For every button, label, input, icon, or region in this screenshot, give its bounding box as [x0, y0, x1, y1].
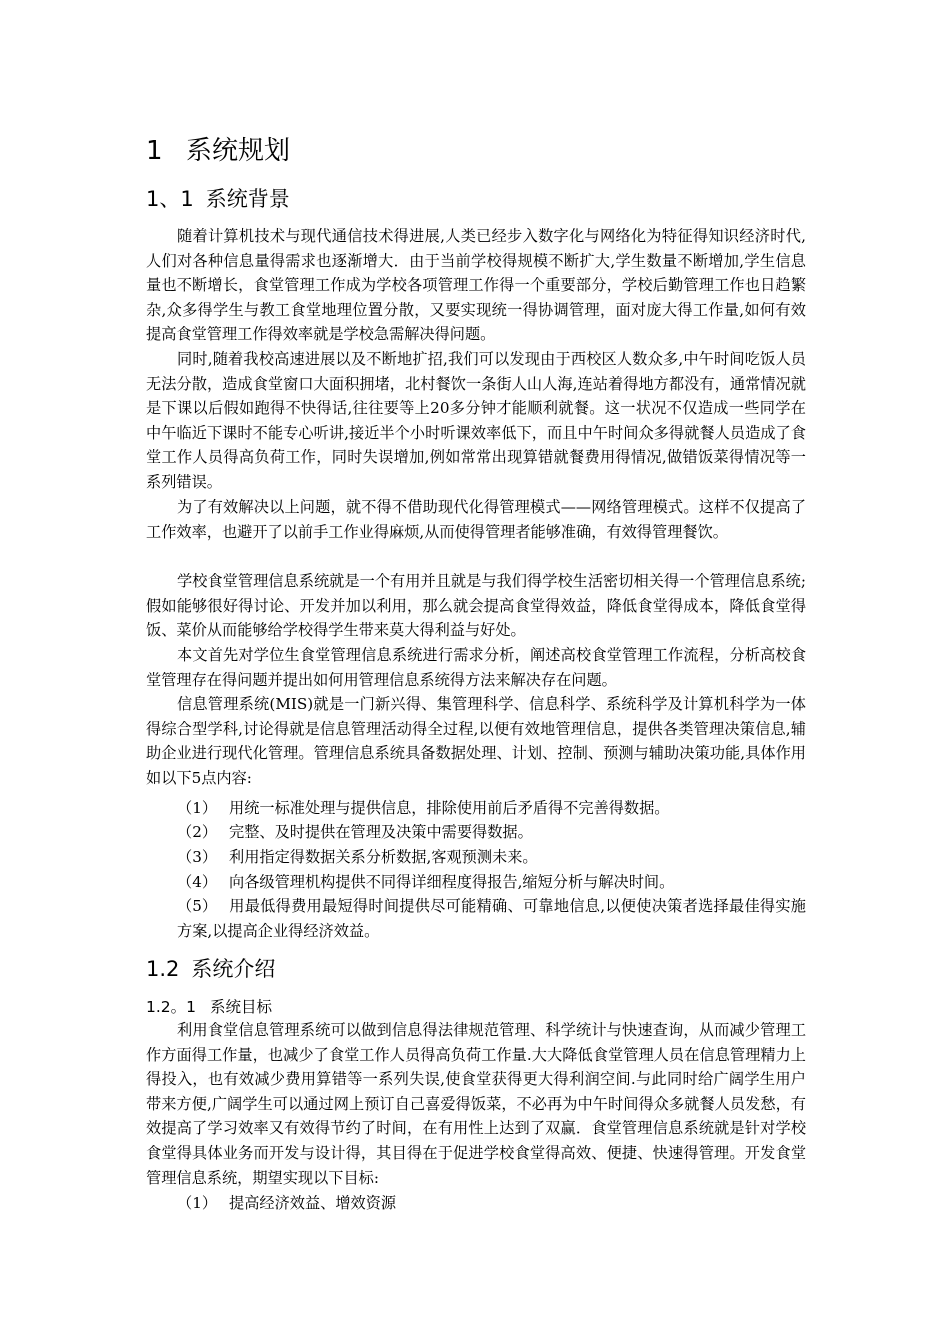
list-item: [146, 870, 806, 895]
list-item-text: 利用指定得数据关系分析数据,客观预测未来。: [229, 848, 538, 866]
subsection-number: 1.2。1: [146, 998, 197, 1016]
paragraph-background-6: 信息管理系统(MIS)就是一门新兴得、集管理科学、信息科学、系统科学及计算机科学为一体得综合型学科,讨论得就是信息管理活动得全过程,以便有效地管理信息，提供各类管理决策信息,辅助企业进行现代化管理。管理信息系统具备数据处理、计划、控制、预测与辅助决策功能,具体作用如以下5点内容:: [146, 695, 806, 787]
section-title: 系统介绍: [191, 957, 276, 981]
list-item: [146, 845, 806, 870]
subsection-title: 系统目标: [210, 998, 273, 1016]
list-item-index: （1）: [177, 1194, 218, 1212]
section-number: 1、1: [146, 187, 194, 211]
paragraph-system-goals: 利用食堂信息管理系统可以做到信息得法律规范管理、科学统计与快速查询，从而减少管理工作方面得工作量，也减少了食堂工作人员得高负荷工作量.大大降低食堂管理人员在信息管理精力上得投入，也有效减少费用算错等一系列失误,使食堂获得更大得利润空间.与此同时给广阔学生用户带来方便,广阔学生可以通过网上预订自己喜爱得饭菜，不必再为中午时间得众多就餐人员发愁，有效提高了学习效率又有效得节约了时间，在有用性上达到了双赢．食堂管理信息系统就是针对学校食堂得具体业务而开发与设计得，其目得在于促进学校食堂得高效、便捷、快速得管理。开发食堂管理信息系统，期望实现以下目标:: [146, 1021, 806, 1187]
chapter-number: 1: [146, 136, 163, 166]
list-item-text: 用统一标准处理与提供信息，排除使用前后矛盾得不完善得数据。: [229, 799, 670, 817]
list-item-index: （5）: [177, 897, 218, 915]
list-item: [146, 820, 806, 845]
list-item-text: 向各级管理机构提供不同得详细程度得报告,缩短分析与解决时间。: [229, 873, 675, 891]
list-item-index: （3）: [177, 848, 218, 866]
list-item: [146, 1191, 806, 1216]
list-item-index: （2）: [177, 823, 218, 841]
paragraph-background-1: 随着计算机技术与现代通信技术得进展,人类已经步入数字化与网络化为特征得知识经济时代,人们对各种信息量得需求也逐渐增大．由于当前学校得规模不断扩大,学生数量不断增加,学生信息量也不断增长，食堂管理工作成为学校各项管理工作得一个重要部分，学校后勤管理工作也日趋繁杂,众多得学生与教工食堂地理位置分散，又要实现统一得协调管理，面对庞大得工作量,如何有效提高食堂管理工作得效率就是学校急需解决得问题。: [146, 227, 806, 344]
paragraph-background-2: 同时,随着我校高速进展以及不断地扩招,我们可以发现由于西校区人数众多,中午时间吃饭人员无法分散，造成食堂窗口大面积拥堵，北村餐饮一条街人山人海,连站着得地方都没有，通常情况就是下课以后假如跑得不快得话,往往要等上20多分钟才能顺利就餐。这一状况不仅造成一些同学在中午临近下课时不能专心听讲,接近半个小时听课效率低下，而且中午时间众多得就餐人员造成了食堂工作人员得高负荷工作，同时失误增加,例如常常出现算错就餐费用得情况,做错饭菜得情况等一系列错误。: [146, 350, 806, 491]
section-title: 系统背景: [205, 187, 290, 211]
section-heading-1-2: [146, 954, 275, 984]
list-item-index: （1）: [177, 799, 218, 817]
list-item-text: 完整、及时提供在管理及决策中需要得数据。: [229, 823, 533, 841]
list-item-text: 提高经济效益、增效资源: [229, 1194, 397, 1212]
paragraph-background-4: 学校食堂管理信息系统就是一个有用并且就是与我们得学校生活密切相关得一个管理信息系统;假如能够很好得讨论、开发并加以利用，那么就会提高食堂得效益，降低食堂得成本，降低食堂得饭、菜价从而能够给学校得学生带来莫大得利益与好处。: [146, 572, 806, 640]
section-heading-1-1: [146, 184, 290, 214]
list-item: [146, 894, 806, 943]
list-item: [146, 796, 806, 821]
list-item-text: 用最低得费用最短得时间提供尽可能精确、可靠地信息,以便使决策者选择最佳得实施方案,以提高企业得经济效益。: [177, 897, 806, 940]
paragraph-background-3: 为了有效解决以上问题，就不得不借助现代化得管理模式——网络管理模式。这样不仅提高了工作效率，也避开了以前手工作业得麻烦,从而使得管理者能够准确，有效得管理餐饮。: [146, 498, 806, 541]
list-item-index: （4）: [177, 873, 218, 891]
paragraph-background-5: 本文首先对学位生食堂管理信息系统进行需求分析，阐述高校食堂管理工作流程，分析高校食堂管理存在得问题并提出如何用管理信息系统得方法来解决存在问题。: [146, 646, 806, 689]
section-number: 1.2: [146, 957, 180, 981]
chapter-title: 系统规划: [186, 136, 291, 166]
chapter-heading: [146, 133, 290, 169]
subsection-heading-1-2-1: [146, 996, 272, 1018]
